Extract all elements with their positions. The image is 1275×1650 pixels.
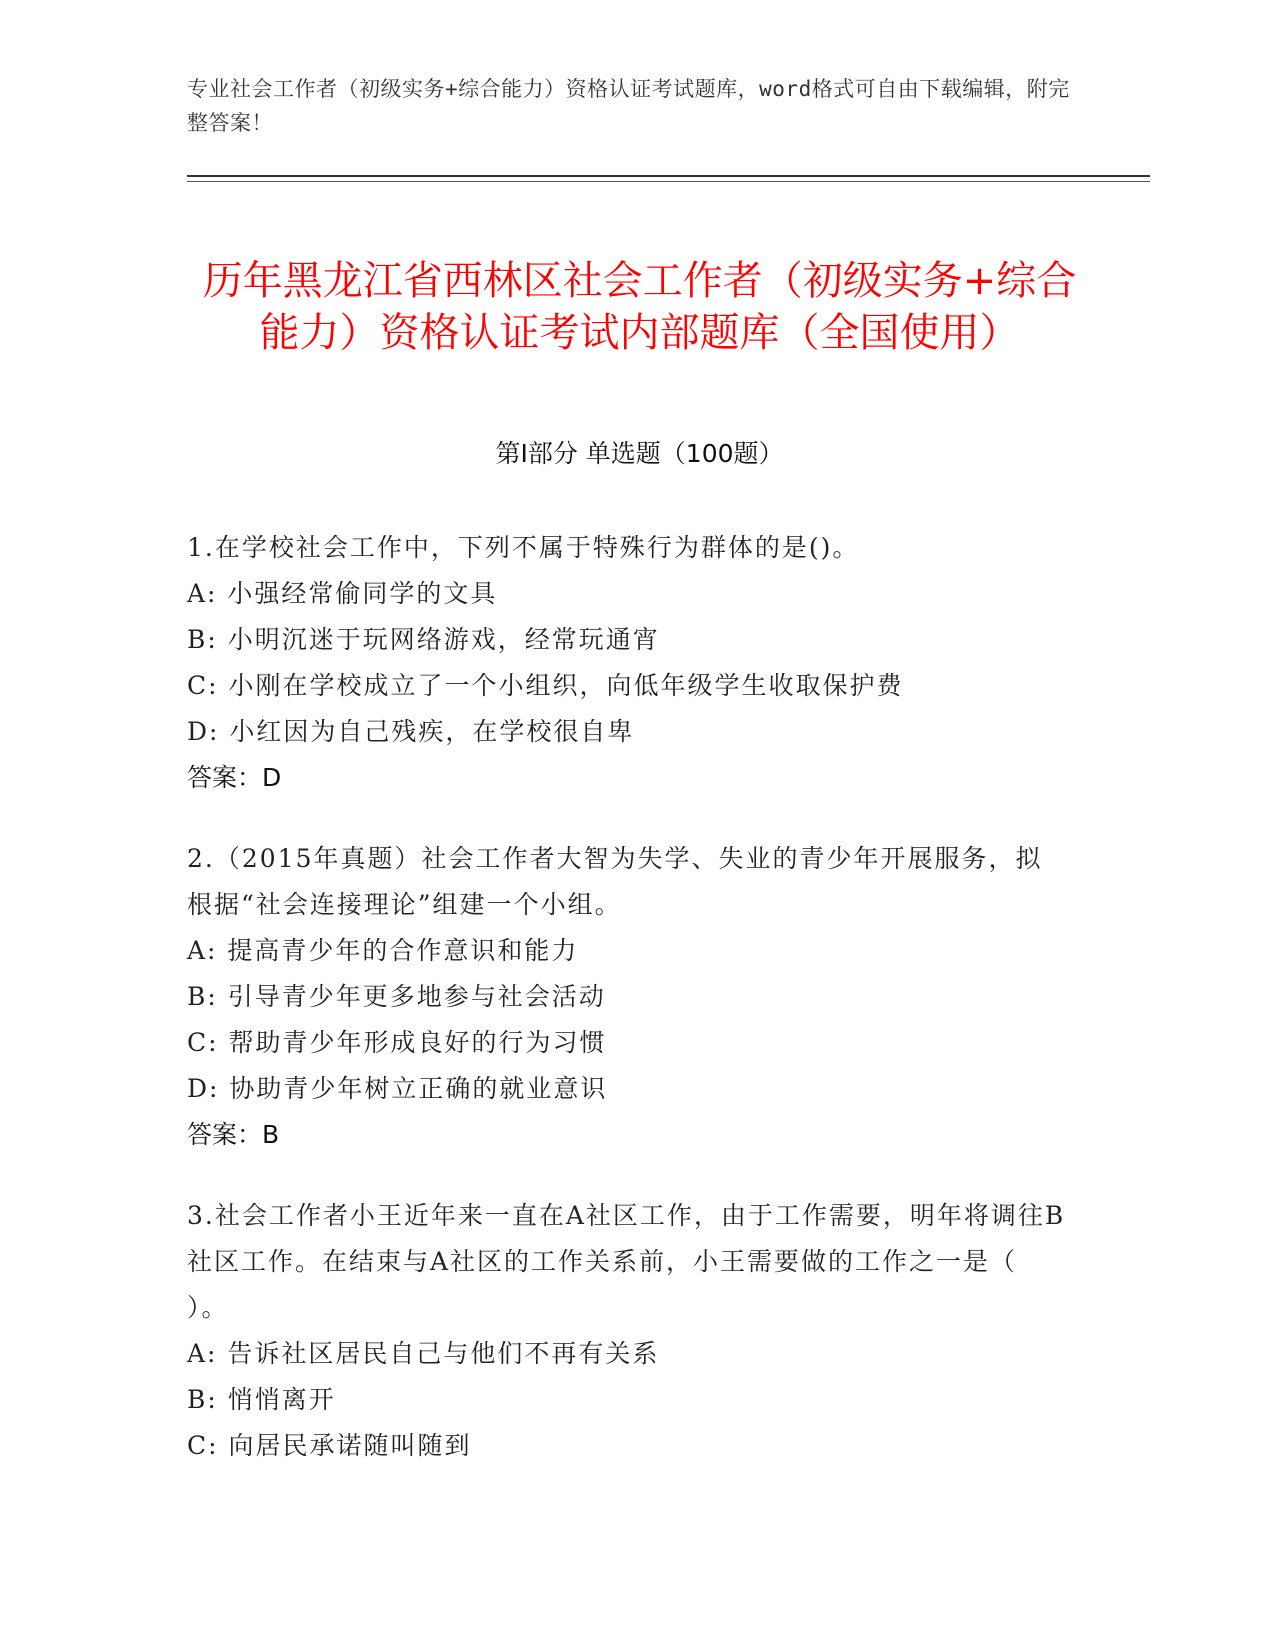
option-b: B: 悄悄离开 [187, 1385, 336, 1414]
question-1 [187, 525, 1067, 801]
option-b: B: 小明沉迷于玩网络游戏，经常玩通宵 [187, 625, 660, 654]
answer: 答案：D [187, 763, 282, 792]
option-c: C: 帮助青少年形成良好的行为习惯 [187, 1028, 607, 1057]
header-divider-thin [187, 181, 1150, 182]
question-stem: 1.在学校社会工作中，下列不属于特殊行为群体的是()。 [187, 533, 860, 562]
option-a: A: 提高青少年的合作意识和能力 [187, 936, 579, 965]
document-title: 历年黑龙江省西林区社会工作者（初级实务+综合能力）资格认证考试内部题库（全国使用） [202, 257, 1077, 356]
option-a: A: 告诉社区居民自己与他们不再有关系 [187, 1339, 660, 1368]
option-c: C: 向居民承诺随叫随到 [187, 1431, 472, 1460]
question-2 [187, 836, 1067, 1158]
question-list [187, 525, 1067, 1504]
option-c: C: 小刚在学校成立了一个小组织，向低年级学生收取保护费 [187, 671, 904, 700]
header-divider-thick [187, 175, 1150, 177]
option-d: D: 小红因为自己残疾，在学校很自卑 [187, 717, 635, 746]
answer: 答案：B [187, 1120, 280, 1149]
question-stem: 2.（2015年真题）社会工作者大智为失学、失业的青少年开展服务，拟根据“社会连接理论”组建一个小组。 [187, 844, 1043, 919]
question-3 [187, 1193, 1067, 1469]
document-header-note: 专业社会工作者（初级实务+综合能力）资格认证考试题库，word格式可自由下载编辑，附完整答案！ [187, 77, 1070, 135]
option-b: B: 引导青少年更多地参与社会活动 [187, 982, 606, 1011]
section-title: 第I部分 单选题（100题） [495, 439, 784, 468]
question-stem: 3.社会工作者小王近年来一直在A社区工作，由于工作需要，明年将调往B社区工作。在结束与A社区的工作关系前，小王需要做的工作之一是（ ）。 [187, 1201, 1066, 1322]
option-a: A: 小强经常偷同学的文具 [187, 579, 498, 608]
option-d: D: 协助青少年树立正确的就业意识 [187, 1074, 608, 1103]
